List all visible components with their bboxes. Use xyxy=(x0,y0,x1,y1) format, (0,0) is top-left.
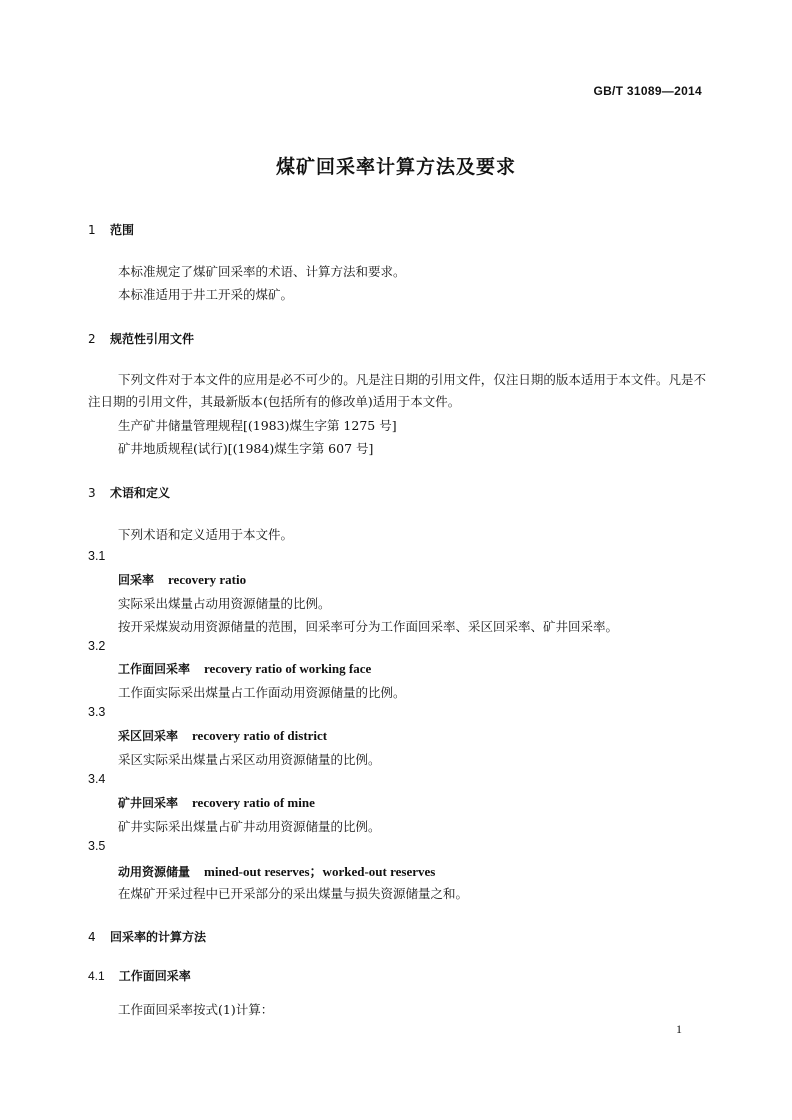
subsection-number: 4.1 xyxy=(88,969,105,983)
paragraph: 下列术语和定义适用于本文件。 xyxy=(118,527,294,542)
term-heading xyxy=(118,571,246,588)
term-definition: 采区实际采出煤量占采区动用资源储量的比例。 xyxy=(118,752,381,767)
paragraph: 工作面回采率按式(1)计算： xyxy=(118,1002,274,1017)
term-en: recovery ratio of district xyxy=(192,728,328,743)
section-4-heading xyxy=(88,928,206,945)
term-en: recovery ratio xyxy=(168,572,247,587)
section-number: 4 xyxy=(88,930,96,944)
term-en: recovery ratio of mine xyxy=(192,795,315,810)
term-zh: 工作面回采率 xyxy=(118,662,191,676)
section-title: 术语和定义 xyxy=(110,486,171,500)
term-note: 按开采煤炭动用资源储量的范围，回采率可分为工作面回采率、采区回采率、矿井回采率。 xyxy=(118,619,619,634)
reference-item: 生产矿井储量管理规程[(1983)煤生字第 1275 号] xyxy=(118,418,397,433)
term-zh: 矿井回采率 xyxy=(118,796,179,810)
term-definition: 工作面实际采出煤量占工作面动用资源储量的比例。 xyxy=(118,685,406,700)
subsection-4-1-heading xyxy=(88,967,191,984)
term-heading xyxy=(118,660,371,677)
section-1-heading xyxy=(88,221,134,238)
term-heading xyxy=(118,861,435,880)
term-heading xyxy=(118,794,315,811)
term-number: 3.5 xyxy=(88,839,106,853)
term-en: mined-out reserves；worked-out reserves xyxy=(204,864,436,879)
paragraph: 本标准适用于井工开采的煤矿。 xyxy=(118,287,294,302)
term-number: 3.3 xyxy=(88,705,106,719)
term-heading xyxy=(118,727,327,744)
term-zh: 动用资源储量 xyxy=(118,865,191,879)
paragraph: 本标准规定了煤矿回采率的术语、计算方法和要求。 xyxy=(118,264,406,279)
section-3-heading xyxy=(88,484,170,501)
term-en: recovery ratio of working face xyxy=(204,661,372,676)
section-number: 3 xyxy=(88,486,96,500)
section-title: 规范性引用文件 xyxy=(110,332,195,346)
page-number: 1 xyxy=(676,1022,682,1036)
section-number: 1 xyxy=(88,223,96,237)
page-title: 煤矿回采率计算方法及要求 xyxy=(275,156,516,178)
term-number: 3.1 xyxy=(88,549,106,563)
term-definition: 实际采出煤量占动用资源储量的比例。 xyxy=(118,596,331,611)
term-zh: 回采率 xyxy=(118,573,155,587)
paragraph: 下列文件对于本文件的应用是必不可少的。凡是注日期的引用文件，仅注日期的版本适用于本文件。凡是不注日期的引用文件，其最新版本(包括所有的修改单)适用于本文件。 xyxy=(88,372,706,409)
term-number: 3.2 xyxy=(88,639,106,653)
reference-item: 矿井地质规程(试行)[(1984)煤生字第 607 号] xyxy=(118,441,374,456)
term-definition: 矿井实际采出煤量占矿井动用资源储量的比例。 xyxy=(118,819,381,834)
section-title: 范围 xyxy=(110,223,135,237)
section-2-heading xyxy=(88,330,194,347)
term-number: 3.4 xyxy=(88,772,106,786)
term-definition: 在煤矿开采过程中已开采部分的采出煤量与损失资源储量之和。 xyxy=(118,886,469,901)
standard-code: GB/T 31089—2014 xyxy=(593,84,702,98)
subsection-title: 工作面回采率 xyxy=(118,969,191,983)
term-zh: 采区回采率 xyxy=(118,729,179,743)
section-number: 2 xyxy=(88,332,96,346)
section-title: 回采率的计算方法 xyxy=(110,930,207,944)
